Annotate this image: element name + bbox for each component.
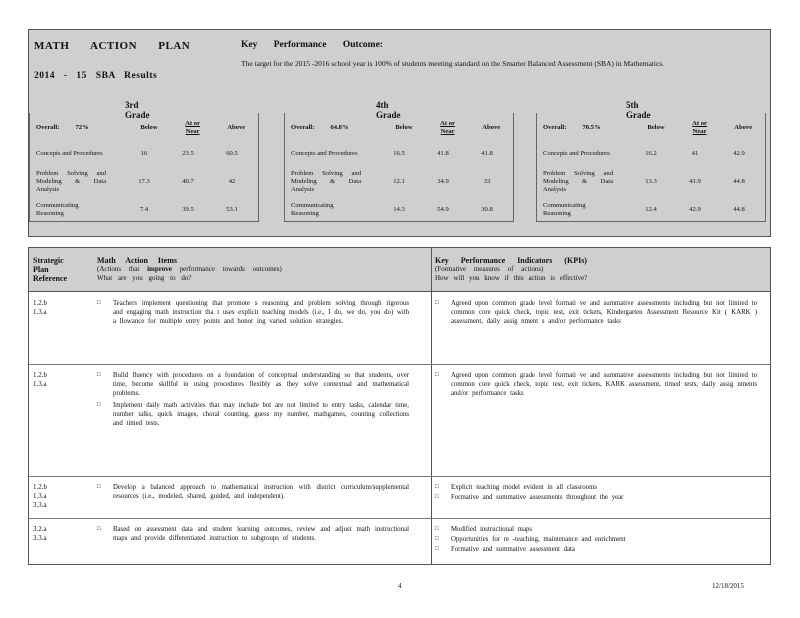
reference-code: 3.2.a [33,525,47,533]
grade-table-header [537,113,765,143]
reference-code: 1.2.b [33,371,47,379]
row-label: Concepts and Procedures [543,150,610,157]
kpi-item [435,545,757,554]
cell-value: 54.9 [437,206,449,213]
grade-title: 4th Grade [376,100,401,120]
column-header: At or Near [440,120,455,135]
row-label: Problem Solving and Modeling & Data Analysis [36,170,106,193]
kpi-header: Key Performance Indicators (KPIs) (Formative measures of actions) How will you know if this action is effective? [435,256,588,282]
column-header: At or Near [692,120,707,135]
action-text: Implement daily math activities that may include but are not limited to entry tasks, calendar time, number talks, quick images, choral counting, guess my number, mathgames, counting collections and timed tests. [113,401,409,428]
checkbox-icon: □ [97,526,101,532]
kpi-text: Agreed upon common grade level formati ve and summative assessments including but not limited to common core quick check, topic test, exit tickets, Kindergarten Assessment Resource Kit ( KARK ) assessment, daily assig nment s and/or performance tasks [451,300,757,326]
cell-value: 23.5 [182,150,194,157]
plan-reference [33,483,47,510]
kpi-text: Formative and summative assessment data [451,546,575,554]
kpi-items [435,371,757,400]
grade-table-row [285,199,513,221]
page-number: 4 [398,582,402,590]
cell-value: 41 [691,150,699,157]
row-label: Communicating Reasoning [36,202,79,217]
cell-value: 41.8 [481,150,493,157]
kpi-items [435,299,757,328]
column-header: Above [734,124,753,131]
action-items [97,371,409,430]
kpo-label: Key Performance Outcome: [241,40,383,50]
row-label: Communicating Reasoning [291,202,334,217]
kpi-items [435,525,757,556]
action-items [97,483,409,503]
column-divider [431,248,432,564]
action-text: Develop a balanced approach to mathematical instruction with district curriculum/supplemental resources (i.e., modeled, shared, guided, and independent). [113,484,409,501]
column-header: Above [482,124,501,131]
grade-table-row [285,165,513,199]
grade-table-row [30,165,258,199]
kpi-item [435,525,757,534]
table-header [29,248,770,292]
grade-table-row [285,143,513,165]
action-items [97,525,409,545]
row-label: Communicating Reasoning [543,202,586,217]
checkbox-icon: □ [435,494,439,501]
row-divider [29,476,770,477]
checkbox-icon: □ [97,300,101,306]
grade-table-row [30,143,258,165]
cell-value: 14.3 [393,206,405,213]
cell-value: 41.8 [437,150,449,157]
checkbox-icon: □ [97,372,101,378]
action-text: Teachers implement questioning that promote s reasoning and problem solving through rigorous and engaging math instruction tha t uses explicit teaching models (i.e., I do, we do, you do) with a llowance for multiple entry points and honor ing varied solution strategies. [113,300,410,326]
cell-value: 13.3 [645,178,657,185]
overall-value: 64.8% [330,124,349,131]
grade-table-header [285,113,513,143]
checkbox-icon: □ [97,484,101,490]
row-label: Problem Solving and Modeling & Data Analysis [543,170,613,193]
action-items [97,299,409,329]
cell-value: 30.8 [481,206,493,213]
checkbox-icon: □ [97,401,101,408]
cell-value: 53.1 [226,206,238,213]
checkbox-icon: □ [435,300,439,306]
ref-header: Strategic Plan Reference [33,256,68,283]
row-label: Problem Solving and Modeling & Data Analysis [291,170,361,193]
grade-table-header [30,113,258,143]
grade-table-row [30,199,258,221]
overall-label: Overall: [291,124,315,131]
grade-title: 5th Grade [626,100,651,120]
row-divider [29,364,770,365]
grade-results-table [536,113,766,222]
page-title: MATH ACTION PLAN [34,40,191,52]
action-item [97,525,409,543]
plan-reference [33,299,47,317]
grade-table-row [537,165,765,199]
reference-code: 1.2.b [33,483,47,491]
action-item [97,483,409,501]
checkbox-icon: □ [435,546,439,553]
plan-reference [33,525,47,543]
column-header: At or Near [185,120,200,135]
cell-value: 42 [228,178,236,185]
column-header: Below [395,124,413,131]
reference-code: 1.3.a [33,380,47,388]
cell-value: 44.8 [733,178,745,185]
kpo-text: The target for the 2015 -2016 school year is 100% of students meeting standard on the Smarter Balanced Assessment (SBA) in Mathematics. [241,59,665,68]
action-item [97,371,409,399]
kpi-item [435,299,757,327]
cell-value: 16.2 [645,150,657,157]
overall-label: Overall: [36,124,60,131]
cell-value: 7.4 [139,206,149,213]
action-text: Build fluency with procedures on a foundation of conceptual understanding so that students, over time, become skillful in using procedures flexibly as they solve contextual and mathematical problems. [113,372,409,398]
reference-code: 1.3.a [33,492,47,500]
cell-value: 12.4 [645,206,657,213]
plan-reference [33,371,47,389]
action-item [97,299,409,327]
cell-value: 42.9 [689,206,701,213]
checkbox-icon: □ [435,526,439,532]
cell-value: 42.9 [733,150,745,157]
kpi-text: Agreed upon common grade level formati ve and summative assessments including but not limited to common core quick check, topic test, exit tickets, KARK assessment, timed tests, daily assig nments and/or performance tasks [451,372,757,398]
cell-value: 17.3 [138,178,150,185]
kpi-item [435,535,757,544]
kpi-text: Modified instructional maps [451,526,533,533]
overall-value: 70.5% [582,124,601,131]
kpi-item [435,493,757,502]
cell-value: 16.5 [393,150,405,157]
action-item [97,401,409,429]
kpi-text: Opportunities for re -teaching, maintenance and enrichment [451,536,626,544]
row-label: Concepts and Procedures [36,150,103,157]
kpi-text: Formative and summative assessments throughout the year [451,494,624,502]
action-text: Based on assessment data and student learning outcomes, review and adjust math instructional maps and provide differentiated instruction to subgroups of students. [113,526,409,543]
cell-value: 12.1 [393,178,405,185]
grade-table-row [537,143,765,165]
reference-code: 3.3.a [33,534,47,542]
cell-value: 41.9 [689,178,701,185]
cell-value: 34.9 [437,178,449,185]
grade-results-table [29,113,259,222]
cell-value: 16 [140,150,148,157]
cell-value: 39.5 [182,206,194,213]
footer-date: 12/18/2015 [712,582,744,590]
sba-results-panel [28,29,771,237]
grade-title: 3rd Grade [125,100,150,120]
cell-value: 40.7 [182,178,194,185]
reference-code: 1.2.b [33,299,47,307]
page-subtitle: 2014 - 15 SBA Results [34,71,158,81]
cell-value: 44.8 [733,206,745,213]
grade-results-table [284,113,514,222]
action-items-header: Math Action Items (Actions that improve performance towards outcomes) What are you going to do? [97,256,282,282]
row-label: Concepts and Procedures [291,150,358,157]
overall-value: 72% [75,124,89,131]
action-plan-table [28,247,771,565]
reference-code: 1.3.a [33,308,47,316]
column-header: Above [227,124,246,131]
column-header: Below [140,124,158,131]
cell-value: 60.5 [226,150,238,157]
reference-code: 3.3.a [33,501,47,509]
kpi-items [435,483,757,503]
checkbox-icon: □ [435,484,439,490]
cell-value: 33 [483,178,491,185]
checkbox-icon: □ [435,372,439,378]
column-header: Below [647,124,665,131]
kpi-item [435,371,757,399]
checkbox-icon: □ [435,536,439,543]
kpi-text: Explicit teaching model evident in all classrooms [451,484,598,491]
overall-label: Overall: [543,124,567,131]
grade-table-row [537,199,765,221]
row-divider [29,518,770,519]
kpi-item [435,483,757,492]
